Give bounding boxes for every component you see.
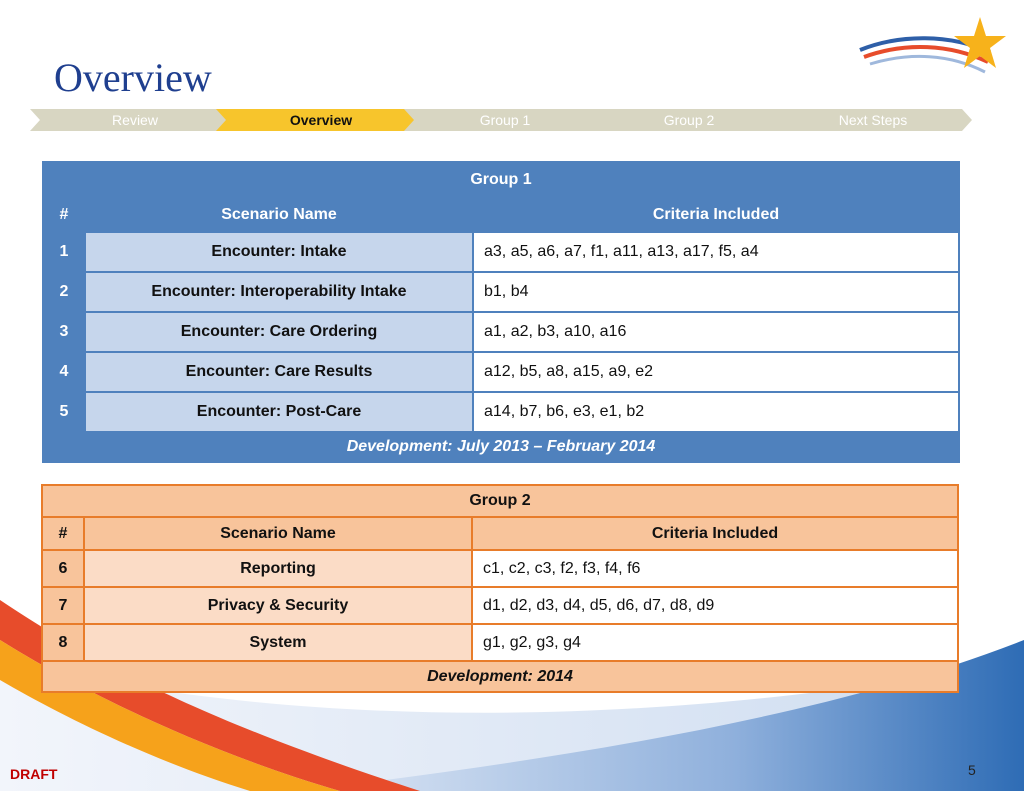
row-scenario-name: Encounter: Intake: [85, 232, 473, 272]
row-num: 2: [43, 272, 85, 312]
row-criteria: a12, b5, a8, a15, a9, e2: [473, 352, 959, 392]
table-row: [43, 312, 959, 352]
table-row: [42, 550, 958, 587]
table-row: [43, 272, 959, 312]
group2-header-name: Scenario Name: [84, 517, 472, 550]
group1-table: [42, 161, 960, 463]
row-num: 6: [42, 550, 84, 587]
row-scenario-name: Reporting: [84, 550, 472, 587]
page-number: 5: [968, 762, 976, 778]
row-criteria: b1, b4: [473, 272, 959, 312]
draft-label: DRAFT: [10, 766, 58, 782]
row-scenario-name: Privacy & Security: [84, 587, 472, 624]
group1-header-criteria: Criteria Included: [473, 198, 959, 232]
row-criteria: a14, b7, b6, e3, e1, b2: [473, 392, 959, 432]
group1-header-num: #: [43, 198, 85, 232]
nav-item-overview[interactable]: Overview: [289, 112, 353, 128]
nav-item-group1[interactable]: Group 1: [479, 112, 531, 128]
row-criteria: a3, a5, a6, a7, f1, a11, a13, a17, f5, a4: [473, 232, 959, 272]
row-scenario-name: Encounter: Post-Care: [85, 392, 473, 432]
row-num: 5: [43, 392, 85, 432]
table-row: [43, 392, 959, 432]
group1-footer: Development: July 2013 – February 2014: [43, 432, 959, 462]
row-criteria: g1, g2, g3, g4: [472, 624, 958, 661]
row-criteria: c1, c2, c3, f2, f3, f4, f6: [472, 550, 958, 587]
group2-header-criteria: Criteria Included: [472, 517, 958, 550]
row-num: 8: [42, 624, 84, 661]
table-row: [42, 624, 958, 661]
row-num: 1: [43, 232, 85, 272]
group2-header-num: #: [42, 517, 84, 550]
table-row: [42, 587, 958, 624]
nav-item-group2[interactable]: Group 2: [663, 112, 715, 128]
row-num: 4: [43, 352, 85, 392]
group2-footer: Development: 2014: [42, 661, 958, 692]
table-row: [43, 232, 959, 272]
nav-item-nextsteps[interactable]: Next Steps: [838, 112, 908, 128]
row-scenario-name: System: [84, 624, 472, 661]
row-criteria: d1, d2, d3, d4, d5, d6, d7, d8, d9: [472, 587, 958, 624]
group1-header-name: Scenario Name: [85, 198, 473, 232]
row-num: 7: [42, 587, 84, 624]
row-num: 3: [43, 312, 85, 352]
star-logo-icon: [850, 12, 1010, 92]
row-scenario-name: Encounter: Interoperability Intake: [85, 272, 473, 312]
group2-table: [41, 484, 959, 693]
progress-nav: [30, 109, 972, 131]
slide-title: Overview: [54, 55, 212, 100]
group1-title: Group 1: [43, 162, 959, 198]
row-criteria: a1, a2, b3, a10, a16: [473, 312, 959, 352]
row-scenario-name: Encounter: Care Ordering: [85, 312, 473, 352]
group2-title: Group 2: [42, 485, 958, 517]
row-scenario-name: Encounter: Care Results: [85, 352, 473, 392]
nav-item-review[interactable]: Review: [112, 112, 158, 128]
table-row: [43, 352, 959, 392]
